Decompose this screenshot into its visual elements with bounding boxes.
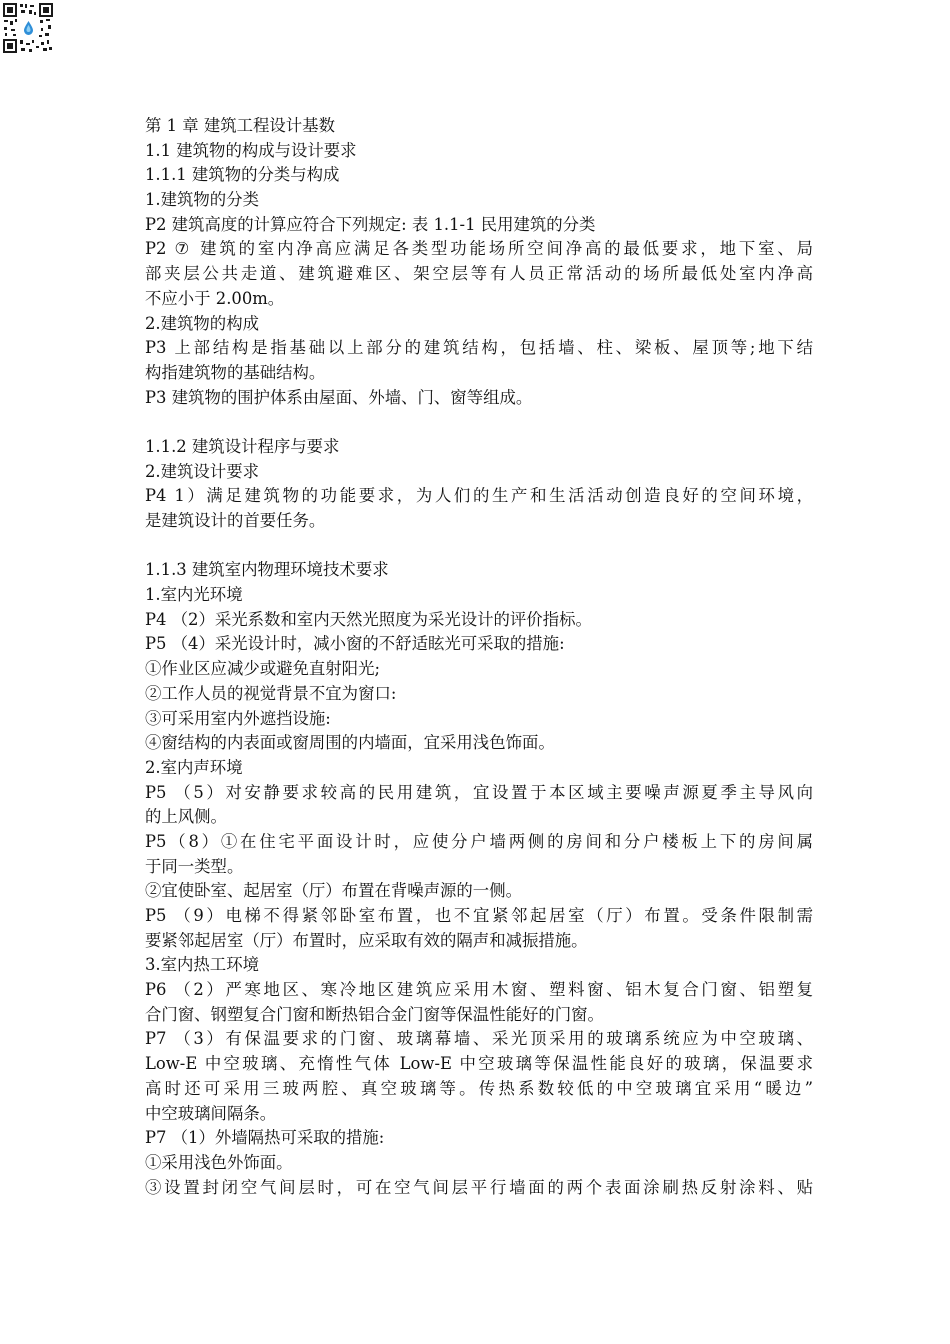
section-heading: 1.1 建筑物的构成与设计要求 — [145, 140, 357, 160]
item-heading: 1.室内光环境 — [145, 585, 243, 605]
text-line: ④窗结构的内表面或窗周围的内墙面，宜采用浅色饰面。 — [145, 733, 555, 753]
text-line: P3 建筑物的围护体系由屋面、外墙、门、窗等组成。 — [145, 387, 533, 407]
text-line: ②工作人员的视觉背景不宜为窗口: — [145, 683, 397, 703]
item-heading: 1.建筑物的分类 — [145, 190, 259, 210]
text-line: 合门窗、钢塑复合门窗和断热铝合金门窗等保温性能好的门窗。 — [145, 1004, 604, 1024]
qr-code-icon — [2, 2, 54, 54]
text-line: P7 （3）有保温要求的门窗、玻璃幕墙、采光顶采用的玻璃系统应为中空玻璃、 — [145, 1029, 813, 1049]
text-line: P3 上部结构是指基础以上部分的建筑结构，包括墙、柱、梁板、屋顶等;地下结 — [145, 338, 813, 358]
chapter-title: 第 1 章 建筑工程设计基数 — [145, 116, 335, 135]
text-line: 是建筑设计的首要任务。 — [145, 511, 326, 530]
text-line: P6 （2）严寒地区、寒冷地区建筑应采用木窗、塑料窗、铝木复合门窗、铝塑复 — [145, 980, 813, 1000]
text-line: ①采用浅色外饰面。 — [145, 1152, 293, 1172]
text-line: P5 （5）对安静要求较高的民用建筑，宜设置于本区域主要噪声源夏季主导风向 — [145, 782, 813, 802]
text-line: P5（8）①在住宅平面设计时，应使分户墙两侧的房间和分户楼板上下的房间属 — [145, 831, 813, 851]
item-heading: 3.室内热工环境 — [145, 955, 259, 975]
item-heading: 2.室内声环境 — [145, 757, 243, 777]
text-line: P4 （2）采光系数和室内天然光照度为采光设计的评价指标。 — [145, 609, 592, 629]
item-heading: 2.建筑物的构成 — [145, 313, 259, 333]
text-line: 中空玻璃间隔条。 — [145, 1103, 277, 1123]
item-heading: 2.建筑设计要求 — [145, 461, 259, 481]
text-line: 于同一类型。 — [145, 856, 244, 876]
text-line: 部夹层公共走道、建筑避难区、架空层等有人员正常活动的场所最低处室内净高 — [145, 264, 813, 284]
text-line: 要紧邻起居室（厅）布置时，应采取有效的隔声和减振措施。 — [145, 930, 588, 950]
text-line: 构指建筑物的基础结构。 — [145, 362, 326, 382]
text-line: 不应小于 2.00m。 — [145, 288, 285, 308]
document-body — [145, 114, 813, 1200]
text-line: ①作业区应减少或避免直射阳光; — [145, 659, 380, 679]
text-line: P7 （1）外墙隔热可采取的措施: — [145, 1128, 385, 1148]
text-line: 高时还可采用三玻两腔、真空玻璃等。传热系数较低的中空玻璃宜采用“暖边” — [145, 1078, 813, 1098]
text-line: P2 建筑高度的计算应符合下列规定: 表 1.1-1 民用建筑的分类 — [145, 214, 596, 234]
text-line: ②宜使卧室、起居室（厅）布置在背噪声源的一侧。 — [145, 881, 522, 901]
text-line: P5 （9）电梯不得紧邻卧室布置，也不宜紧邻起居室（厅）布置。受条件限制需 — [145, 906, 813, 925]
text-line: ③设置封闭空气间层时，可在空气间层平行墙面的两个表面涂刷热反射涂料、贴 — [145, 1177, 813, 1197]
text-line: P5 （4）采光设计时，减小窗的不舒适眩光可采取的措施: — [145, 634, 565, 654]
text-line: 的上风侧。 — [145, 807, 227, 827]
subsection-heading: 1.1.3 建筑室内物理环境技术要求 — [145, 560, 389, 580]
subsection-heading: 1.1.1 建筑物的分类与构成 — [145, 165, 340, 185]
blank-line — [145, 534, 813, 559]
text-line: Low-E 中空玻璃、充惰性气体 Low-E 中空玻璃等保温性能良好的玻璃，保温要求 — [145, 1054, 813, 1074]
subsection-heading: 1.1.2 建筑设计程序与要求 — [145, 436, 340, 456]
text-line: ③可采用室内外遮挡设施: — [145, 708, 331, 728]
text-line: P4 1）满足建筑物的功能要求，为人们的生产和生活活动创造良好的空间环境， — [145, 486, 813, 506]
blank-line — [145, 410, 813, 435]
text-line: P2 ⑦ 建筑的室内净高应满足各类型功能场所空间净高的最低要求，地下室、局 — [145, 239, 813, 259]
